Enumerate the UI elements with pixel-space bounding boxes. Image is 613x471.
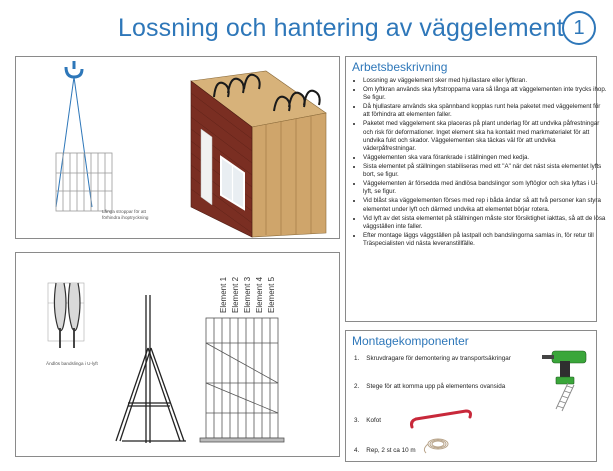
description-item: • Efter montage läggs väggställen på lastpall och bandslingorna samlas in, för retur till Träspecialisten vid nästa leveranstillfälle. [363,232,607,249]
rope-icon [424,439,448,453]
band-sling-drawing [48,283,84,348]
page-title: Lossning och hantering av väggelement [118,14,564,42]
description-item: • Väggelementen är försedda med ändlösa bandslingor som lyftöglor och ska lyftas i U-lyft, se figur. [363,180,607,197]
components-title: Montagekomponenter [352,334,469,348]
element-label-4: Element 4 [255,276,264,313]
component-text: Rep, 2 st ca 10 m [366,447,416,454]
component-number: 1. [354,355,360,362]
wall-frame-drawing [56,153,112,211]
description-item: • Då hjullastare används ska spännband kopplas runt hela paketet med väggelement för att förhindra att elementen faller. [363,103,607,120]
lifting-illustration-panel [15,56,340,239]
component-text: Stege för att komma upp på elementens ovansida [366,383,506,390]
page-number-badge: 1 [562,11,596,45]
component-number: 3. [354,417,360,424]
element-label-1: Element 1 [219,276,228,313]
element-stack-drawing [200,318,284,442]
work-description-list [350,77,607,249]
ladder-icon [556,383,574,411]
strap-caption-line2: förhindra ihoptryckning [102,215,149,220]
description-item: • Vid lyft av det sista elementet på ställningen måste stor försiktighet iakttas, så att de lösa väggställen inte faller. [363,215,607,232]
element-label-5: Element 5 [267,276,276,313]
description-item: • Vid blåst ska väggelementen förses med rep i båda ändar så att två personer kan styra elementet under lyft och därmed undvika att elementet börjar rotera. [363,197,607,214]
crane-hook-icon [66,61,82,77]
a-frame-drawing [116,295,186,443]
description-item: • Paketet med väggelement ska placeras på plant underlag för att undvika påfrestningar och risk för deformationer. Inget element ska ha kontakt med markmaterialet för att undvika fukt och skador. Väggelementen ska täckas väl för att undvika väderpåfrestningar. [363,120,607,153]
components-illustrations [346,331,598,463]
element-label-3: Element 3 [243,276,252,313]
wall-element-3d [191,71,326,237]
work-description-title: Arbetsbeskrivning [352,60,448,74]
description-item: • Väggelementen ska vara förankrade i ställningen med kedja. [363,154,607,162]
description-item: • Sista elementet på ställningen stabiliseras med ett "A" när det näst sista elementet lyfts bort, se figur. [363,163,607,180]
sling-caption: Ändlös bandslinga i U-lyft [46,361,98,366]
storage-diagram [16,253,341,458]
strap-caption-line1: Långa stroppar för att [102,209,146,214]
work-description-panel [345,56,607,322]
lift-strap [56,77,74,207]
component-text: Skruvdragare för demontering av transportsäkringar [366,355,511,362]
crowbar-icon [412,411,471,427]
description-item: • Lossning av väggelement sker med hjullastare eller lyftkran. [363,77,607,85]
description-item: • Om lyftkran används ska lyftstropparna vara så långa att väggelementen inte trycks ihop. Se figur. [363,86,607,103]
element-label-2: Element 2 [231,276,240,313]
component-text: Kofot [366,417,381,424]
component-number: 2. [354,383,360,390]
storage-illustration-panel [15,252,340,457]
component-number: 4. [354,447,360,454]
drill-icon [542,351,586,384]
lifting-diagram [16,57,341,240]
components-panel [345,330,597,462]
